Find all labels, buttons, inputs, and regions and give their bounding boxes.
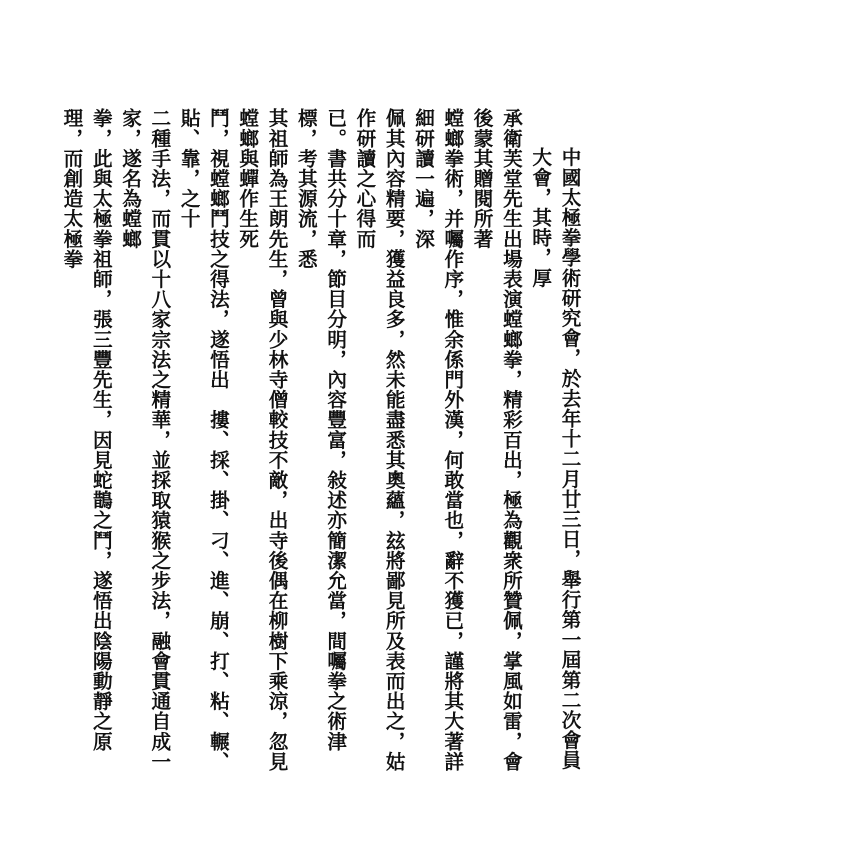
text-line-9: 拳，此與太極拳祖師，張三豐先生，因見蛇鵲之鬥，遂悟出陰陽動靜之原理，而創造太極拳: [59, 108, 113, 752]
text-line-6: 其祖師為王朗先生，曾與少林寺僧較技不敵，出寺後偶在柳樹下乘涼，忽見螳螂與蟬作生死: [235, 108, 289, 772]
text-line-3: 螳螂拳術，并囑作序，惟余係門外漢，何敢當也，辭不獲已，謹將其大著詳細研讀一遍，深: [411, 108, 464, 772]
text-line-8: 二種手法，而貫以十八家宗法之精華，並採取猿猴之步法，融會貫通自成一家，遂名為螳螂: [118, 108, 171, 772]
text-line-4: 佩其內容精要，獲益良多，然未能盡悉其奧蘊，玆將鄙見所及表而出之，姑作研讀之心得而: [352, 108, 406, 772]
text-line-7: 鬥，視螳螂鬥技之得法，遂悟出 摟、採、掛、刁、進、崩、打、粘、輾、貼、靠，之十: [177, 108, 230, 772]
text-line-1: 中國太極拳學術研究會，於去年十二月廿三日，舉行第一屆第二次會員大會，其時，厚: [528, 147, 581, 771]
text-line-2: 承衛芙堂先生出場表演螳螂拳，精彩百出，極為觀衆所贊佩，掌風如雷，會後蒙其贈閱所著: [470, 108, 523, 772]
text-line-5: 已。書共分十章，節目分明，內容豐富，敍述亦簡潔允當，間囑拳之術津標，考其源流，悉: [294, 108, 347, 752]
vertical-text-block: [59, 108, 584, 784]
